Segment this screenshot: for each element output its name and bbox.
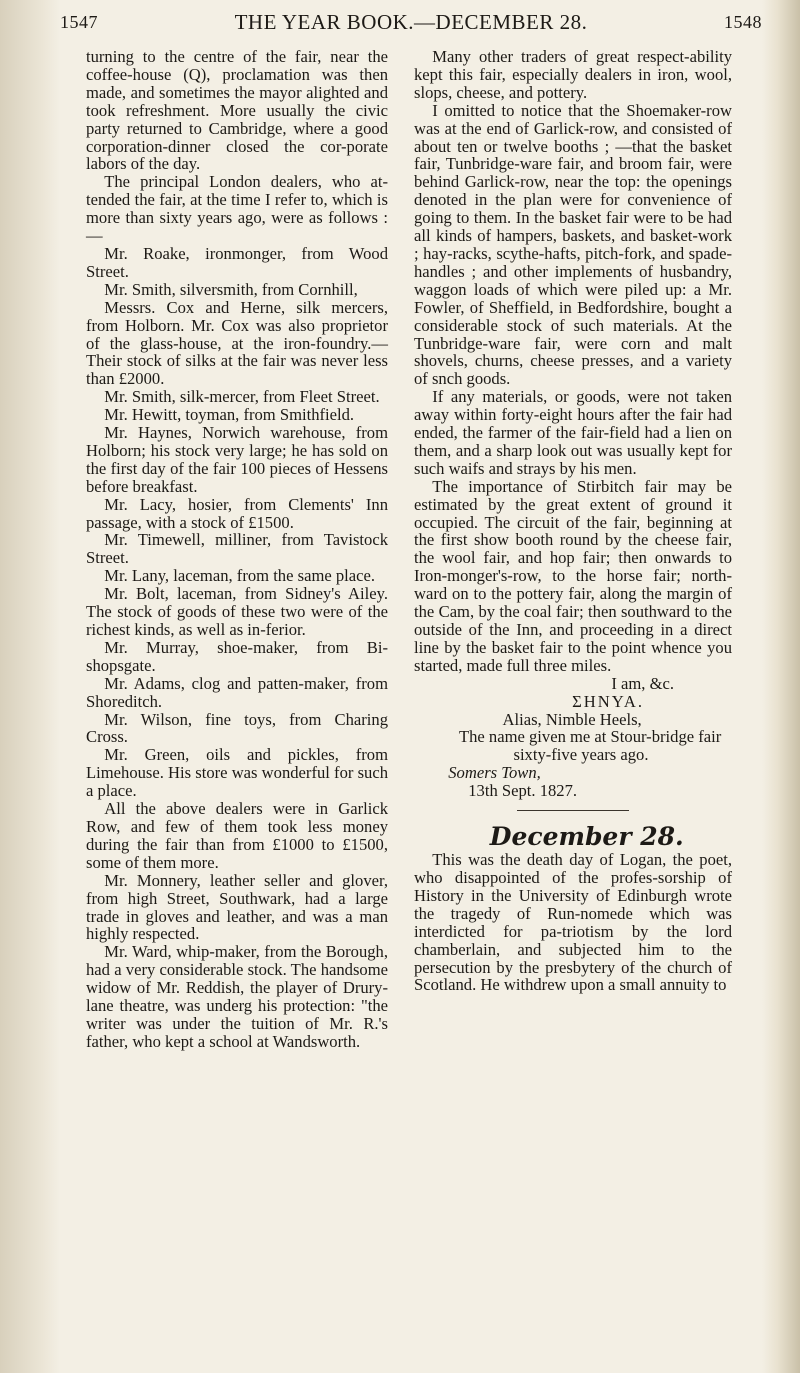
paragraph: The importance of Stirbitch fair may be estimated by the great extent of ground it occupied. The circuit of the fair, beginning at the first show booth round by the cheese fair, the wool fair, and hop fair; then onwards to Iron-monger's-row, to the horse fair; north-ward on to the pottery fair, along the margin of the Cam, by the coal fair; then southward to the outside of the Inn, and proceeding in a direct line by the basket fair to the point whence you started, made full three miles. <box>414 476 732 675</box>
page-edge <box>762 0 800 1373</box>
running-header <box>60 10 762 40</box>
dealer-entry: Mr. Bolt, laceman, from Sidney's Ailey. The stock of goods of these two were of the richest kinds, as well as in-ferior. <box>86 584 388 639</box>
dealer-entry: Mr. Adams, clog and patten-maker, from Shoreditch. <box>86 673 388 711</box>
day-heading: December 28. <box>489 822 684 852</box>
dealer-entry: Mr. Lany, laceman, from the same place. <box>104 566 376 586</box>
dealer-entry: Mr. Wilson, fine toys, from Charing Cross. <box>86 709 388 747</box>
dealer-entry: Mr. Green, oils and pickles, from Limehouse. His store was wonderful for such a place. <box>86 745 388 801</box>
paragraph: turning to the centre of the fair, near the coffee-house (Q), proclamation was then made, and sometimes the mayor alighted and took refreshment. More usually the civic party returned to Cambridge, where a good corporation-dinner closed the cor-porate labors of the day. <box>86 47 388 174</box>
dealer-entry: Mr. Murray, shoe-maker, from Bi-shopsgate. <box>86 637 388 675</box>
paragraph: If any materials, or goods, were not taken away within forty-eight hours after the fair had ended, the farmer of the fair-field had a lien on them, and a sharp look out was usually kept for such waifs and strays by his men. <box>414 387 732 478</box>
letter-closing: I am, &c. <box>611 673 674 693</box>
paragraph: The principal London dealers, who at-tended the fair, at the time I refer to, which is more than sixty years ago, were as follows :— <box>86 172 388 246</box>
right-column <box>414 48 732 994</box>
dealer-entry: Mr. Roake, ironmonger, from Wood Street. <box>86 243 388 281</box>
dealer-entry: Mr. Lacy, hosier, from Clements' Inn passage, with a stock of £1500. <box>86 494 388 532</box>
paragraph: Many other traders of great respect-ability kept this fair, especially dealers in iron, wool, slops, cheese, and pottery. <box>414 47 732 102</box>
paragraph: All the above dealers were in Garlick Row, and few of them took less money during the fair than from £1000 to £1500, some of them more. <box>86 799 388 872</box>
letter-date: 13th Sept. 1827. <box>468 781 578 801</box>
page-number-right: 1548 <box>724 12 762 32</box>
page-number-left: 1547 <box>60 12 98 32</box>
paragraph: This was the death day of Logan, the poet, who disappointed of the profes-sorship of History in the University of Edinburgh wrote the tragedy of Run-nomede which was interdicted for pa-triotism by the lord chamberlain, and subjected him to the persecution by the presbytery of the church of Scotland. He withdrew upon a small annuity to <box>414 850 732 995</box>
letter-place: Somers Town, <box>448 763 541 783</box>
page-gutter-shadow <box>0 0 60 1373</box>
dealer-entry: Mr. Ward, whip-maker, from the Borough, had a very considerable stock. The handsome widow of Mr. Reddish, the player of Drury-lane theatre, was underg his protection: "the writer was under the tuition of Mr. R.'s father, who kept a school at Wandsworth. <box>86 942 388 1051</box>
signature-alias: Alias, Nimble Heels, <box>502 709 642 729</box>
running-title: THE YEAR BOOK.—DECEMBER 28. <box>234 10 588 34</box>
letter-signature: ΣHNYA. <box>572 691 644 711</box>
section-divider <box>517 810 629 811</box>
dealer-entry: Mr. Monnery, leather seller and glover, from high Street, Southwark, had a large trade in gloves and leather, and was a man highly respected. <box>86 870 388 944</box>
left-column <box>86 48 388 1051</box>
alias-note: The name given me at Stour-bridge fair sixty-five years ago. <box>458 727 722 765</box>
dealer-entry: Mr. Smith, silk-mercer, from Fleet Street. <box>104 387 380 407</box>
dealer-entry: Mr. Smith, silversmith, from Cornhill, <box>104 279 358 299</box>
paragraph: I omitted to notice that the Shoemaker-row was at the end of Garlick-row, and consisted of about ten or twelve booths ; —that the basket fair, Tunbridge-ware fair, and broom fair, were behind Garlick-row, near the top: the openings denoted in the plan were for convenience of going to them. In the basket fair were to be had all kinds of hampers, baskets, and basket-work ; hay-racks, scythe-hafts, pitch-fork, and spade-handles ; and other implements of husbandry, waggon loads of which were piled up: a Mr. Fowler, of Sheffield, in Bedfordshire, bought a considerable stock of such materials. At the Tunbridge-ware fair, were corn and malt shovels, churns, cheese presses, and a variety of snch goods. <box>414 100 732 389</box>
dealer-entry: Mr. Hewitt, toyman, from Smithfield. <box>104 405 355 425</box>
dealer-entry: Mr. Haynes, Norwich warehouse, from Holborn; his stock very large; he has sold on the first day of the fair 100 pieces of Hessens before breakfast. <box>86 423 388 496</box>
dealer-entry: Mr. Timewell, milliner, from Tavistock Street. <box>86 530 388 568</box>
dealer-entry: Messrs. Cox and Herne, silk mercers, from Holborn. Mr. Cox was also proprietor of the glass-house, at the iron-foundry.— Their stock of silks at the fair was never less than £2000. <box>86 297 388 389</box>
